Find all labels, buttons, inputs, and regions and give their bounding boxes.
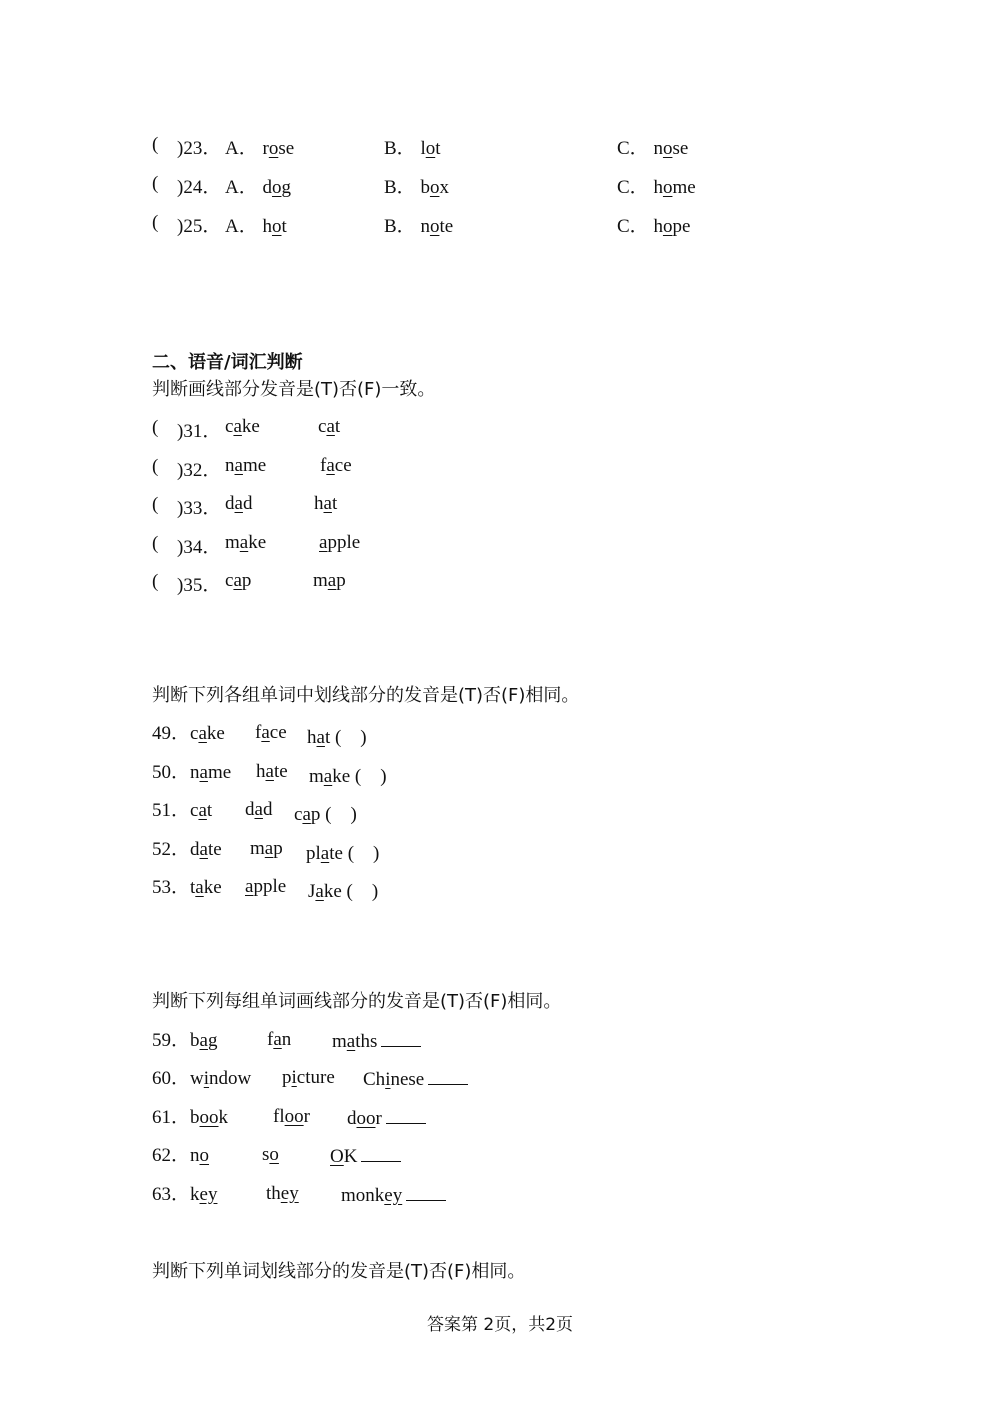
- answer-paren: (: [152, 533, 159, 554]
- question-row: 61．book: [152, 1107, 229, 1128]
- answer-blank[interactable]: [406, 1183, 446, 1201]
- option-c: C． hope: [617, 216, 691, 237]
- word-1: cap: [225, 570, 252, 591]
- option-b: B． note: [384, 216, 454, 237]
- question-row: [152, 172, 158, 196]
- question-row: 51．cat: [152, 800, 213, 821]
- question-number: )32．: [177, 460, 222, 481]
- question-row: 63．key: [152, 1184, 218, 1205]
- word-2: apple: [319, 532, 361, 553]
- word-2: picture: [282, 1067, 335, 1088]
- word-2: fan: [267, 1029, 292, 1050]
- option-b: B． lot: [384, 138, 441, 159]
- word-3: plate ( ): [306, 843, 380, 864]
- word-3: make ( ): [309, 766, 387, 787]
- question-number: )24．: [177, 177, 222, 198]
- word-2: hat: [314, 493, 338, 514]
- question-row: 49．cake: [152, 723, 225, 744]
- question-row: 52．date: [152, 839, 222, 860]
- question-row: [152, 211, 158, 235]
- word-2: cat: [318, 416, 341, 437]
- word-2: dad: [245, 799, 273, 820]
- word-2: face: [320, 455, 352, 476]
- question-number: )35．: [177, 575, 222, 596]
- question-row: 62．no: [152, 1145, 210, 1166]
- word-2: face: [255, 722, 287, 743]
- word-3: door: [347, 1106, 426, 1130]
- question-row: [152, 133, 158, 157]
- question-number: )34．: [177, 537, 222, 558]
- question-number: )23．: [177, 138, 222, 159]
- option-c: C． home: [617, 177, 696, 198]
- answer-blank[interactable]: [361, 1144, 401, 1162]
- answer-blank[interactable]: [386, 1106, 426, 1124]
- word-2: map: [313, 570, 346, 591]
- answer-paren: (: [152, 173, 159, 194]
- instruction: 判断画线部分发音是(T)否(F)一致。: [152, 379, 436, 400]
- option-c: C． nose: [617, 138, 689, 159]
- word-2: so: [262, 1144, 279, 1165]
- option-a: A． rose: [225, 138, 295, 159]
- answer-paren: (: [152, 571, 159, 592]
- word-3: Jake ( ): [308, 881, 379, 902]
- word-2: map: [250, 838, 283, 859]
- instruction: 判断下列单词划线部分的发音是(T)否(F)相同。: [152, 1261, 526, 1282]
- word-3: Chinese: [363, 1067, 468, 1091]
- word-3: OK: [330, 1144, 401, 1168]
- word-2: they: [266, 1183, 299, 1204]
- question-row: 59．bag: [152, 1030, 218, 1051]
- word-3: cap ( ): [294, 804, 357, 825]
- word-2: apple: [245, 876, 287, 897]
- option-b: B． box: [384, 177, 449, 198]
- answer-paren: (: [152, 456, 159, 477]
- instruction: 判断下列每组单词画线部分的发音是(T)否(F)相同。: [152, 991, 562, 1012]
- answer-paren: (: [152, 494, 159, 515]
- option-a: A． dog: [225, 177, 291, 198]
- question-number: )25．: [177, 216, 222, 237]
- word-3: hat ( ): [307, 727, 367, 748]
- word-1: dad: [225, 493, 253, 514]
- word-1: name: [225, 455, 267, 476]
- question-row: 60．window: [152, 1068, 252, 1089]
- instruction: 判断下列各组单词中划线部分的发音是(T)否(F)相同。: [152, 685, 580, 706]
- word-3: maths: [332, 1029, 421, 1053]
- section-heading: 二、语音/词汇判断: [152, 352, 303, 373]
- answer-paren: (: [152, 212, 159, 233]
- word-2: floor: [273, 1106, 310, 1127]
- answer-blank[interactable]: [381, 1029, 421, 1047]
- question-row: 50．name: [152, 762, 232, 783]
- question-number: )31．: [177, 421, 222, 442]
- question-row: 53．take: [152, 877, 222, 898]
- option-a: A． hot: [225, 216, 287, 237]
- answer-paren: (: [152, 417, 159, 438]
- word-2: hate: [256, 761, 288, 782]
- word-1: make: [225, 532, 267, 553]
- answer-paren: (: [152, 134, 159, 155]
- word-3: monkey: [341, 1183, 446, 1207]
- word-1: cake: [225, 416, 260, 437]
- answer-blank[interactable]: [428, 1067, 468, 1085]
- question-number: )33．: [177, 498, 222, 519]
- page-footer: 答案第 2页，共2页: [426, 1315, 574, 1335]
